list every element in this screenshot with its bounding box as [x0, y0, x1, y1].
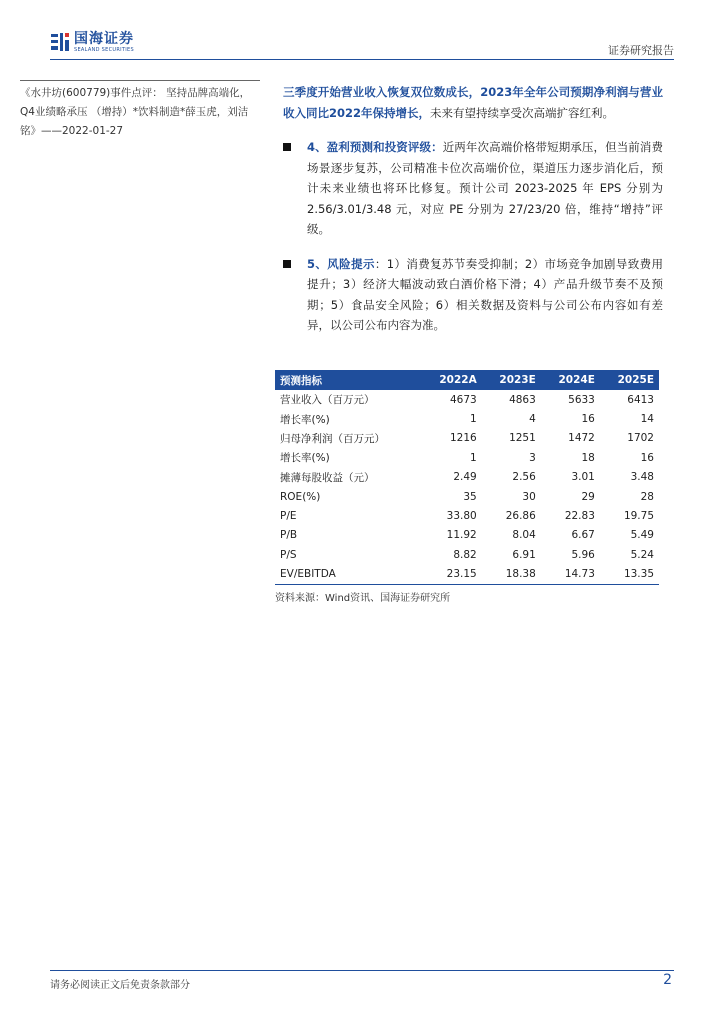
table-cell: 14.73	[541, 565, 600, 585]
row-label: P/E	[280, 510, 297, 523]
row-label: 摊薄每股收益（元）	[280, 471, 375, 484]
table-cell: 16	[640, 451, 654, 464]
table-cell: 13.35	[600, 565, 659, 585]
table-row	[275, 506, 659, 525]
table-cell: 5.96	[571, 548, 595, 561]
intro-paragraph	[283, 82, 663, 123]
table-cell: 11.92	[446, 529, 477, 542]
table-cell: 29	[581, 490, 595, 503]
company-logo	[50, 30, 134, 54]
table-cell: 33.80	[446, 510, 477, 523]
table-row	[275, 487, 659, 506]
row-label: ROE(%)	[280, 490, 321, 503]
table-cell: 14	[640, 413, 654, 426]
table-cell: 4863	[509, 393, 536, 406]
table-row	[275, 526, 659, 545]
col-header: 预测指标	[275, 370, 421, 390]
table-cell: 28	[640, 490, 654, 503]
col-header: 2023E	[482, 370, 541, 390]
table-source: 资料来源：Wind资讯、国海证券研究所	[275, 592, 451, 604]
bullet-square-icon	[283, 143, 291, 151]
intro-bold: 三季度开始营业收入恢复双位数成长，2023年全年公司预期净利润与营业收入同比2022年保持增长，	[283, 85, 663, 120]
footer-divider	[50, 970, 674, 971]
table-cell: 2.49	[453, 471, 477, 484]
table-header-row	[275, 370, 659, 390]
col-header: 2022A	[421, 370, 481, 390]
table-cell: 3	[529, 451, 536, 464]
table-cell: 5633	[568, 393, 595, 406]
table-cell: 3.48	[630, 471, 654, 484]
col-header: 2025E	[600, 370, 659, 390]
table-row	[275, 468, 659, 487]
table-row	[275, 565, 659, 585]
table-cell: 1251	[509, 432, 536, 445]
table-cell: 8.04	[512, 529, 536, 542]
report-type: 证券研究报告	[608, 44, 674, 57]
profit-forecast-item	[283, 137, 663, 240]
risk-warning-item	[283, 254, 663, 336]
table-row	[275, 409, 659, 428]
table-cell: 35	[463, 490, 477, 503]
table-cell: 18	[581, 451, 595, 464]
table-cell: 6.91	[512, 548, 536, 561]
table-cell: 19.75	[623, 510, 654, 523]
table-cell: 6413	[627, 393, 654, 406]
item4-title: 4、盈利预测和投资评级：	[307, 140, 443, 154]
table-cell: 5.49	[630, 529, 654, 542]
table-cell: 8.82	[453, 548, 477, 561]
page-header	[0, 0, 724, 60]
header-divider	[50, 59, 674, 60]
table-cell: 16	[581, 413, 595, 426]
table-cell: 6.67	[571, 529, 595, 542]
row-label: EV/EBITDA	[275, 565, 421, 585]
table-cell: 26.86	[505, 510, 536, 523]
row-label: P/B	[280, 529, 298, 542]
table-cell: 3.01	[571, 471, 595, 484]
row-label: 营业收入（百万元）	[280, 394, 375, 407]
table-cell: 22.83	[564, 510, 595, 523]
logo-name-cn: 国海证券	[74, 30, 134, 47]
table-cell: 1	[470, 413, 477, 426]
page-number: 2	[663, 972, 672, 988]
item5-text: ：1）消费复苏节奏受抑制；2）市场竞争加剧导致费用提升；3）经济大幅波动致白酒价格下滑；4）产品升级节奏不及预期；5）食品安全风险；6）相关数据及资料与公司公布内容如有差异，以公司公布内容为准。	[307, 256, 663, 332]
intro-rest: 未来有望持续享受次高端扩容红利。	[430, 105, 615, 120]
table-cell: 1216	[449, 432, 477, 445]
sealand-logo-icon	[50, 32, 70, 52]
row-label: 归母净利润（百万元）	[280, 432, 385, 445]
related-report-text: 《水井坊(600779)事件点评： 坚持品牌高端化，Q4业绩略承压 （增持）*饮料制造*薛玉虎，刘洁铭》——2022-01-27	[20, 87, 251, 137]
item5-title: 5、风险提示	[307, 256, 375, 271]
main-body	[283, 82, 663, 336]
table-cell: 1702	[627, 432, 654, 445]
table-row	[275, 390, 659, 409]
table-cell: 30	[522, 490, 536, 503]
item4-text: 近两年次高端价格带短期承压，但当前消费场景逐步复苏，公司精准卡位次高端价位，渠道压力逐步消化后，预计未来业绩也将环比修复。预计公司 2023-2025 年 EPS 分别为 2.56/3.01/3.48 元，对应 PE 分别为 27/23/20 倍，维持“增持”评级。	[307, 140, 663, 236]
table-cell: 2.56	[512, 471, 536, 484]
table-cell: 4	[529, 413, 536, 426]
table-cell: 1	[470, 451, 477, 464]
row-label: 增长率(%)	[280, 452, 330, 465]
table-row	[275, 545, 659, 564]
table-cell: 1472	[568, 432, 595, 445]
table-cell: 23.15	[421, 565, 481, 585]
table-row	[275, 448, 659, 467]
row-label: 增长率(%)	[280, 413, 330, 426]
logo-name-en: SEALAND SECURITIES	[74, 46, 134, 53]
forecast-table	[275, 370, 659, 585]
table-cell: 4673	[449, 393, 477, 406]
table-cell: 18.38	[482, 565, 541, 585]
table-cell: 5.24	[630, 548, 654, 561]
footer-disclaimer: 请务必阅读正文后免责条款部分	[50, 980, 190, 991]
forecast-table-block	[275, 370, 659, 604]
table-row	[275, 429, 659, 448]
bullet-square-icon	[283, 260, 291, 268]
related-reports-panel	[20, 80, 260, 141]
col-header: 2024E	[541, 370, 600, 390]
row-label: P/S	[280, 548, 297, 561]
